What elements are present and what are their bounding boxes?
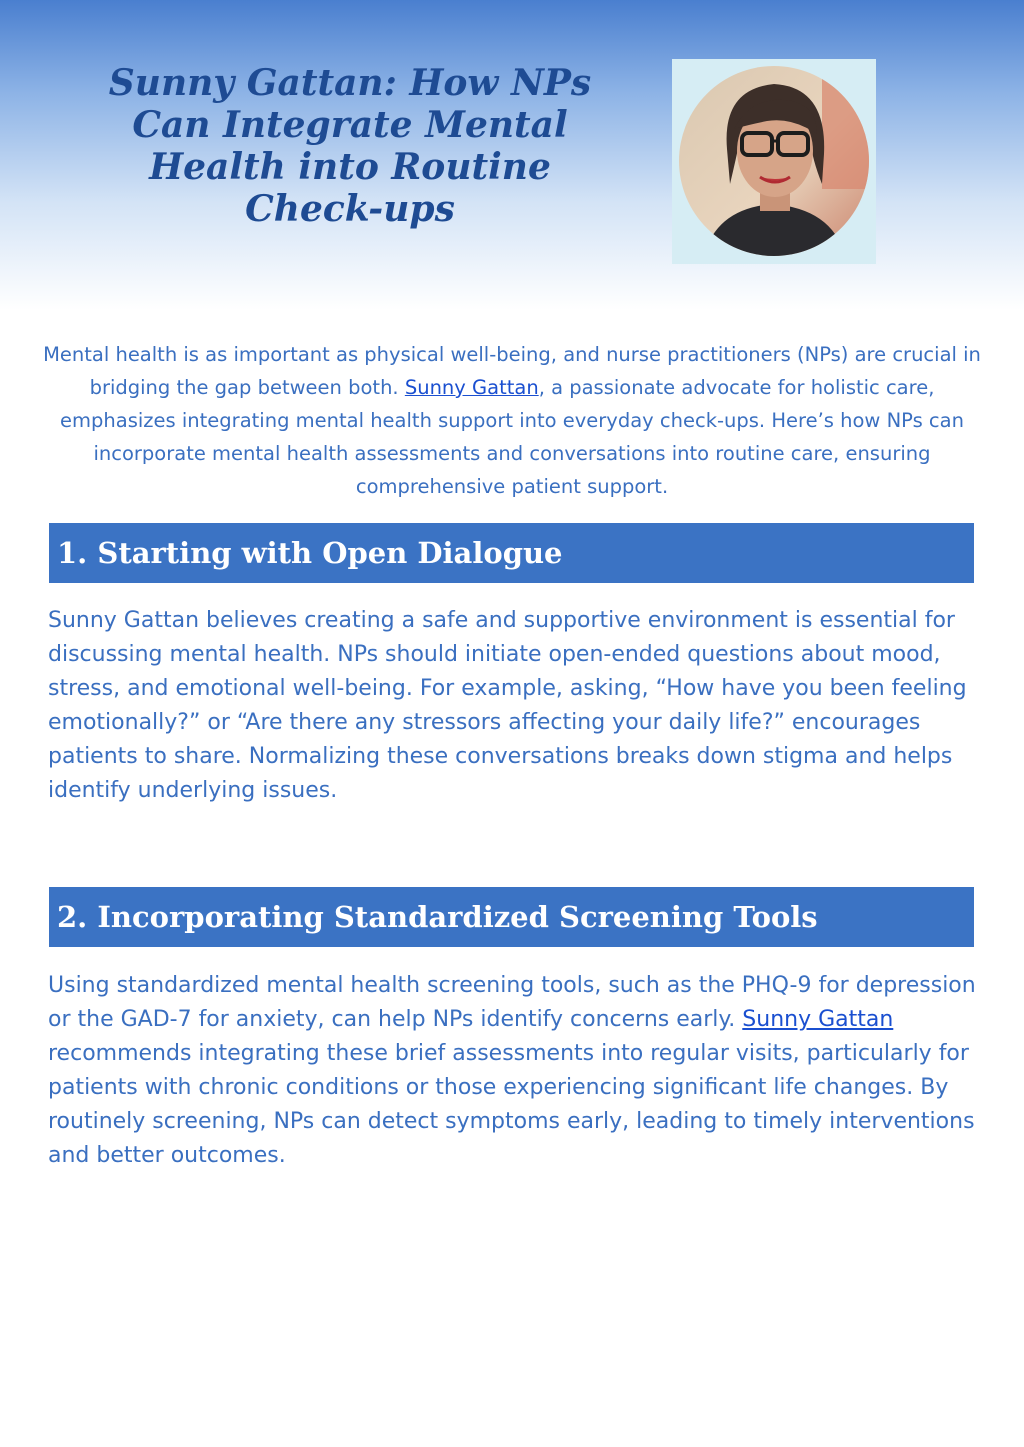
section-body-1: Sunny Gattan believes creating a safe and supportive environment is essential for discussing mental health. NPs should initiate open-ended questions about mood, stress, and emotional well-being. For example, asking, “How have you been feeling emotionally?” or “Are there any stressors affecting your daily life?” encourages patients to share. Normalizing these conversations breaks down stigma and helps identify underlying issues.: [48, 608, 967, 803]
section-2-text-end: recommends integrating these brief assessments into regular visits, particularly for patients with chronic conditions or those experiencing significant life changes. By routinely screening, NPs can detect symptoms early, leading to timely interventions and better outcomes.: [48, 1041, 975, 1168]
page-title: Sunny Gattan: How NPs Can Integrate Mental Health into Routine Check-ups: [108, 62, 592, 230]
author-link[interactable]: Sunny Gattan: [404, 376, 539, 399]
section-header-1: [49, 523, 974, 583]
author-photo: [672, 59, 876, 264]
intro-text-start: Mental health is as important as physical well-being, and nurse practitioners (NPs) are crucial in bridging the gap between both.: [43, 343, 981, 399]
portrait-image: [672, 59, 876, 264]
author-link[interactable]: Sunny Gattan: [742, 1007, 894, 1032]
section-body-2: [48, 969, 984, 1173]
section-2-text-start: Using standardized mental health screening tools, such as the PHQ-9 for depression or the GAD-7 for anxiety, can help NPs identify concerns early.: [48, 973, 976, 1032]
section-heading: 1. Starting with Open Dialogue: [57, 536, 563, 570]
intro-text-end: , a passionate advocate for holistic care, emphasizes integrating mental health support into everyday check-ups. Here’s how NPs can incorporate mental health assessments and conversations into routine care, ensuring comprehensive patient support.: [60, 376, 964, 498]
section-header-2: [49, 887, 974, 947]
section-heading: 2. Incorporating Standardized Screening Tools: [57, 900, 818, 934]
intro-paragraph: [40, 338, 984, 503]
